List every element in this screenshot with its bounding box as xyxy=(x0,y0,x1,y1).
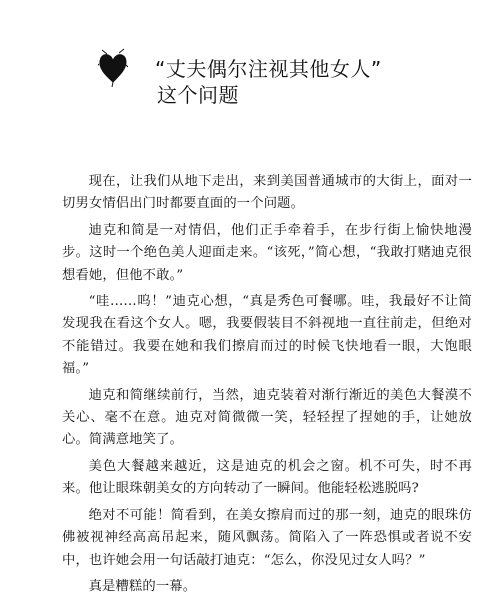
title-line-2: 这个问题 xyxy=(157,83,239,107)
paragraph: 真是糟糕的一幕。 xyxy=(88,578,197,594)
paragraph: 迪克和简是一对情侣，他们正手牵着手，在步行街上愉快地漫步。这时一个绝色美人迎面走来。“该死，”简心想，“我敢打赌迪克很想看她，但他不敢。” xyxy=(62,222,472,283)
paragraph: 现在，让我们从地下走出，来到美国普通城市的大街上，面对一切男女情侣出门时都要直面的一个问题。 xyxy=(62,174,472,212)
paragraph: “哇……呜！”迪克心想，“真是秀色可餐哪。哇，我最好不让简发现我在看这个女人。嗯，我要假装目不斜视地一直往前走，但绝对不能错过。我要在她和我们擦肩而过的时候飞快地看一眼，大饱眼福。” xyxy=(62,294,472,377)
paragraph: 美色大餐越来越近，这是迪克的机会之窗。机不可失，时不再来。他让眼珠朝美女的方向转动了一瞬间。他能轻松逃脱吗? xyxy=(62,458,472,497)
paragraph: 绝对不可能！简看到，在美女擦肩而过的那一刻，迪克的眼珠仿佛被视神经高高吊起来，随风飘荡。简陷入了一阵恐惧或者说不安中，也许她会用一句话敲打迪克：“怎么，你没见过女人吗？” xyxy=(62,507,472,568)
title-line-1: “丈夫偶尔注视其他女人” xyxy=(155,57,382,81)
body-text xyxy=(62,171,472,602)
heart-icon xyxy=(98,48,128,88)
page-title xyxy=(155,56,382,108)
paragraph: 迪克和简继续前行，当然，迪克装着对渐行渐近的美色大餐漠不关心、毫不在意。迪克对简微微一笑，轻轻捏了捏她的手，让她放心。简满意地笑了。 xyxy=(62,387,472,448)
